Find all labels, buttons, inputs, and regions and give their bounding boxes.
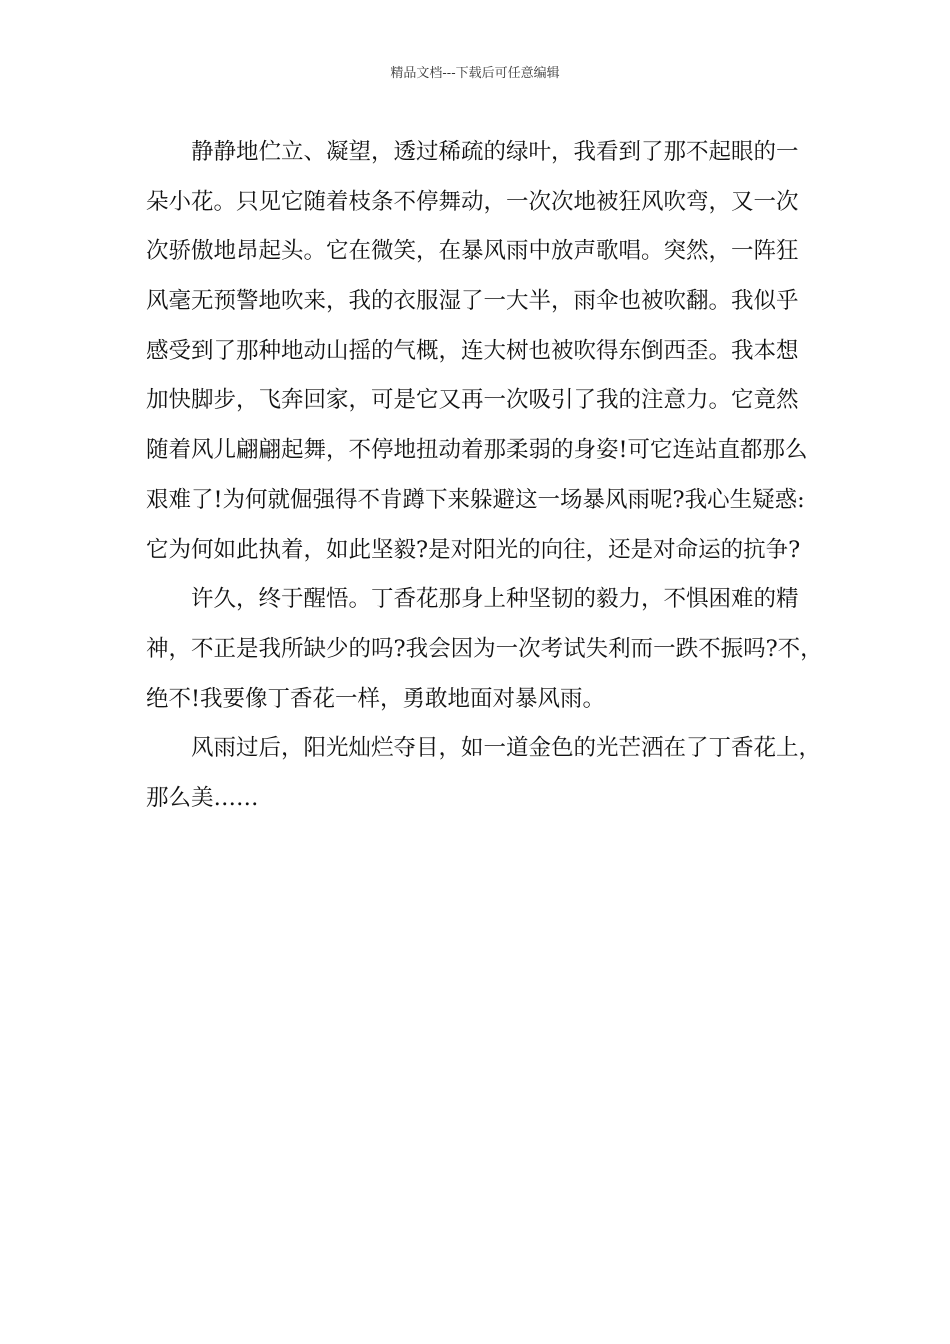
paragraph-line: 次骄傲地昂起头。它在微笑，在暴风雨中放声歌唱。突然，一阵狂 <box>146 238 799 265</box>
paragraph-line: 朵小花。只见它随着枝条不停舞动，一次次地被狂风吹弯，又一次 <box>146 188 799 215</box>
paragraph-line: 它为何如此执着，如此坚毅?是对阳光的向往，还是对命运的抗争? <box>146 536 801 563</box>
paragraph-line: 风雨过后，阳光灿烂夺目，如一道金色的光芒洒在了丁香花上， <box>191 735 822 762</box>
paragraph-line: 静静地伫立、凝望，透过稀疏的绿叶，我看到了那不起眼的一 <box>191 139 799 165</box>
paragraph-line: 感受到了那种地动山摇的气概，连大树也被吹得东倒西歪。我本想 <box>146 337 799 364</box>
paragraph-1 <box>146 128 826 575</box>
article-body <box>146 128 826 824</box>
paragraph-line: 艰难了!为何就倔强得不肯蹲下来躲避这一场暴风雨呢?我心生疑惑: <box>146 486 805 513</box>
paragraph-line: 绝不!我要像丁香花一样，勇敢地面对暴风雨。 <box>146 685 606 712</box>
paragraph-line: 风毫无预警地吹来，我的衣服湿了一大半，雨伞也被吹翻。我似乎 <box>146 288 799 315</box>
paragraph-line: 许久，终于醒悟。丁香花那身上种坚韧的毅力，不惧困难的精 <box>191 586 799 613</box>
paragraph-line: 神，不正是我所缺少的吗?我会因为一次考试失利而一跌不振吗?不， <box>146 635 823 662</box>
paragraph-line: 那么美…… <box>146 784 259 811</box>
paragraph-3 <box>146 724 826 823</box>
page-header: 精品文档---下载后可任意编辑 <box>390 66 560 81</box>
paragraph-line: 加快脚步，飞奔回家，可是它又再一次吸引了我的注意力。它竟然 <box>146 387 799 414</box>
paragraph-2 <box>146 575 826 724</box>
paragraph-line: 随着风儿翩翩起舞，不停地扭动着那柔弱的身姿!可它连站直都那么 <box>146 437 808 464</box>
